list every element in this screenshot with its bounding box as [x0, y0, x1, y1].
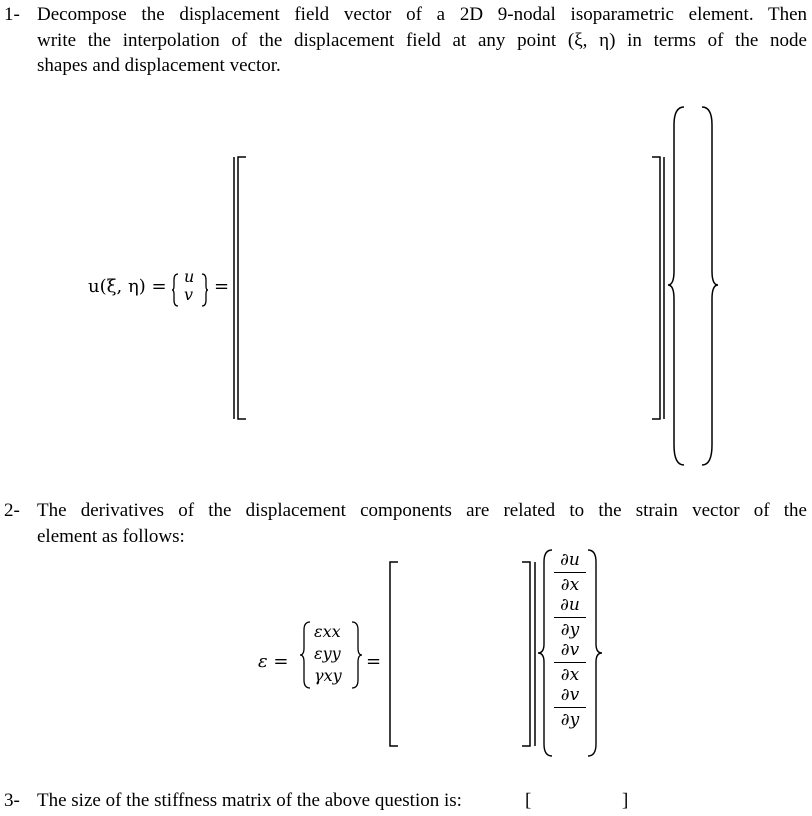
b-matrix-right-bracket: [522, 562, 530, 746]
derivative-right-brace: [588, 550, 602, 756]
derivative-left-brace: [538, 550, 552, 756]
question-2-line-1: The derivatives of the displacement components are related to the strain vector of the: [37, 500, 807, 521]
derivative-dv-dy-den: ∂y: [560, 710, 580, 730]
strain-lhs-text: ε =: [258, 651, 289, 672]
left-brace-small: [172, 274, 178, 306]
right-brace-small: [202, 274, 208, 306]
stiffness-size-open-bracket: [: [525, 790, 532, 811]
displacement-equals: =: [214, 276, 230, 297]
displacement-vector: [184, 268, 194, 304]
derivative-dv-dy-num: ∂v: [560, 685, 580, 705]
question-3-text: The size of the stiffness matrix of the above question is:: [37, 790, 462, 811]
question-1-number: 1-: [4, 4, 20, 25]
strain-xy: γxy: [314, 666, 342, 685]
strain-left-brace: [300, 622, 310, 688]
displacement-v: v: [184, 285, 194, 304]
strain-lhs: [258, 651, 288, 672]
stiffness-size-close-bracket: ]: [622, 790, 629, 811]
derivative-dv-dx-num: ∂v: [560, 640, 580, 660]
matrix-right-bracket: [652, 157, 660, 419]
derivative-dv-dx-den: ∂x: [560, 665, 580, 685]
derivative-dv-dy: [554, 685, 586, 730]
derivative-du-dy: [554, 595, 586, 640]
derivative-vector: [552, 550, 588, 730]
question-1-line-2: write the interpolation of the displacement field at any point (ξ, η) in terms of the node: [37, 30, 807, 51]
strain-right-brace: [352, 622, 362, 688]
strain-equals: =: [366, 651, 382, 672]
derivative-du-dx-den: ∂x: [560, 575, 580, 595]
strain-yy: εyy: [314, 644, 341, 663]
nodal-left-brace: [668, 107, 684, 465]
derivative-dv-dx: [554, 640, 586, 685]
displacement-lhs-text: u(ξ, η) =: [88, 276, 167, 297]
question-3-number: 3-: [4, 790, 20, 811]
strain-vector: [314, 621, 342, 687]
question-1-line-3: shapes and displacement vector.: [37, 55, 281, 76]
derivative-du-dy-den: ∂y: [560, 620, 580, 640]
matrix-left-bracket: [238, 157, 246, 419]
question-2-number: 2-: [4, 500, 20, 521]
strain-xx: εxx: [314, 622, 341, 641]
question-1-line-1: Decompose the displacement field vector of a 2D 9-nodal isoparametric element. Then: [37, 4, 807, 25]
derivative-du-dy-num: ∂u: [560, 595, 580, 615]
stiffness-size-answer-blank[interactable]: [540, 790, 620, 812]
nodal-right-brace: [702, 107, 718, 465]
derivative-du-dx: [554, 550, 586, 595]
strain-displacement-matrix: [380, 560, 540, 750]
displacement-u: u: [184, 267, 195, 286]
derivative-du-dx-num: ∂u: [560, 550, 580, 570]
shape-function-matrix: [230, 155, 670, 425]
question-2-line-2: element as follows:: [37, 526, 185, 547]
nodal-displacement-vector: [668, 105, 718, 470]
displacement-lhs: [88, 276, 167, 297]
b-matrix-left-bracket: [390, 562, 398, 746]
